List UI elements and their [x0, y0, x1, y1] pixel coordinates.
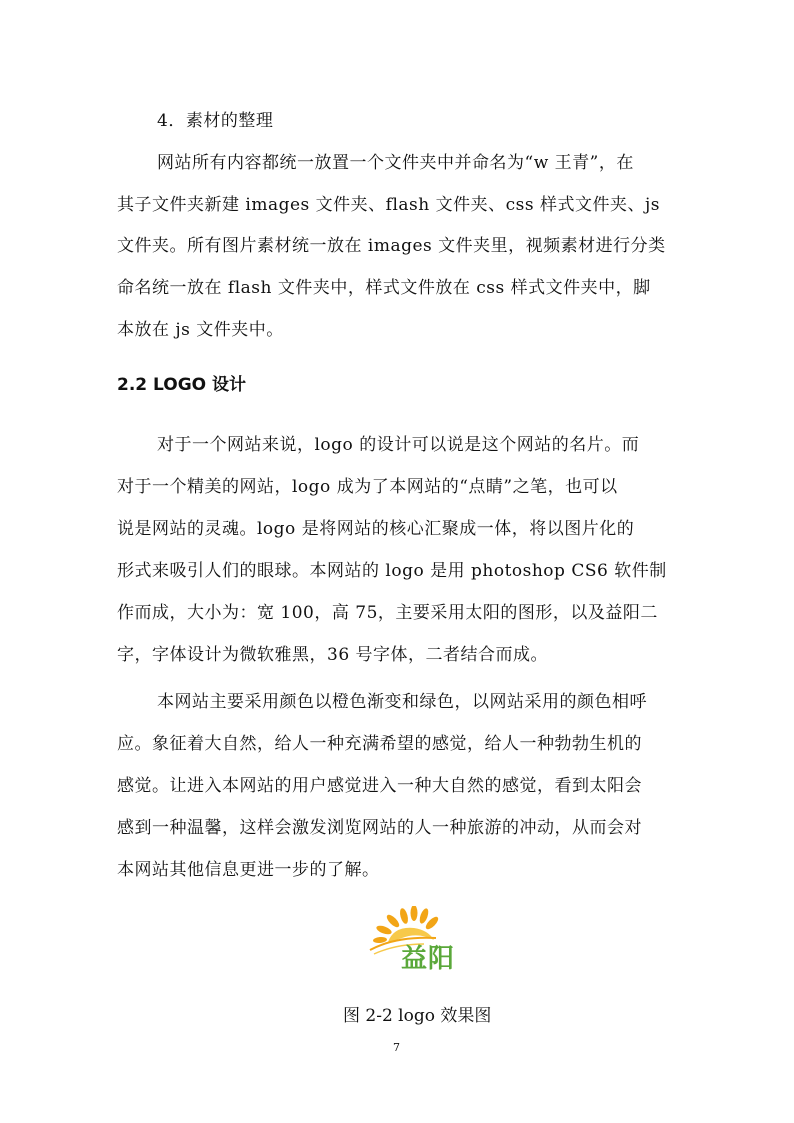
section-title: 4．素材的整理	[157, 111, 274, 131]
logo-text: 益阳	[401, 944, 456, 974]
logo-image	[366, 906, 466, 972]
text-line: 文件夹。所有图片素材统一放在 images 文件夹里，视频素材进行分类	[117, 236, 666, 256]
text-line: 网站所有内容都统一放置一个文件夹中并命名为“w 王青”，在	[157, 153, 634, 173]
text-line: 说是网站的灵魂。logo 是将网站的核心汇聚成一体，将以图片化的	[117, 519, 635, 539]
figure-caption: 图 2-2 logo 效果图	[343, 1006, 492, 1026]
text-line: 对于一个网站来说，logo 的设计可以说是这个网站的名片。而	[157, 435, 640, 455]
text-line: 本放在 js 文件夹中。	[117, 320, 284, 340]
section-heading: 2.2 LOGO 设计	[117, 375, 247, 395]
text-line: 形式来吸引人们的眼球。本网站的 logo 是用 photoshop CS6 软件制	[117, 561, 667, 581]
text-line: 字，字体设计为微软雅黑，36 号字体，二者结合而成。	[117, 645, 549, 665]
text-line: 本网站其他信息更进一步的了解。	[117, 860, 380, 880]
text-line: 命名统一放在 flash 文件夹中，样式文件放在 css 样式文件夹中，脚	[117, 278, 651, 298]
text-line: 作而成，大小为：宽 100，高 75，主要采用太阳的图形，以及益阳二	[117, 603, 658, 623]
text-line: 感到一种温馨，这样会激发浏览网站的人一种旅游的冲动，从而会对	[117, 818, 642, 838]
text-line: 对于一个精美的网站，logo 成为了本网站的“点睛”之笔，也可以	[117, 477, 618, 497]
text-line: 应。象征着大自然，给人一种充满希望的感觉，给人一种勃勃生机的	[117, 734, 642, 754]
page-number: 7	[393, 1041, 400, 1054]
text-line: 本网站主要采用颜色以橙色渐变和绿色，以网站采用的颜色相呼	[157, 692, 647, 712]
text-line: 感觉。让进入本网站的用户感觉进入一种大自然的感觉，看到太阳会	[117, 776, 642, 796]
text-line: 其子文件夹新建 images 文件夹、flash 文件夹、css 样式文件夹、js	[117, 195, 660, 215]
